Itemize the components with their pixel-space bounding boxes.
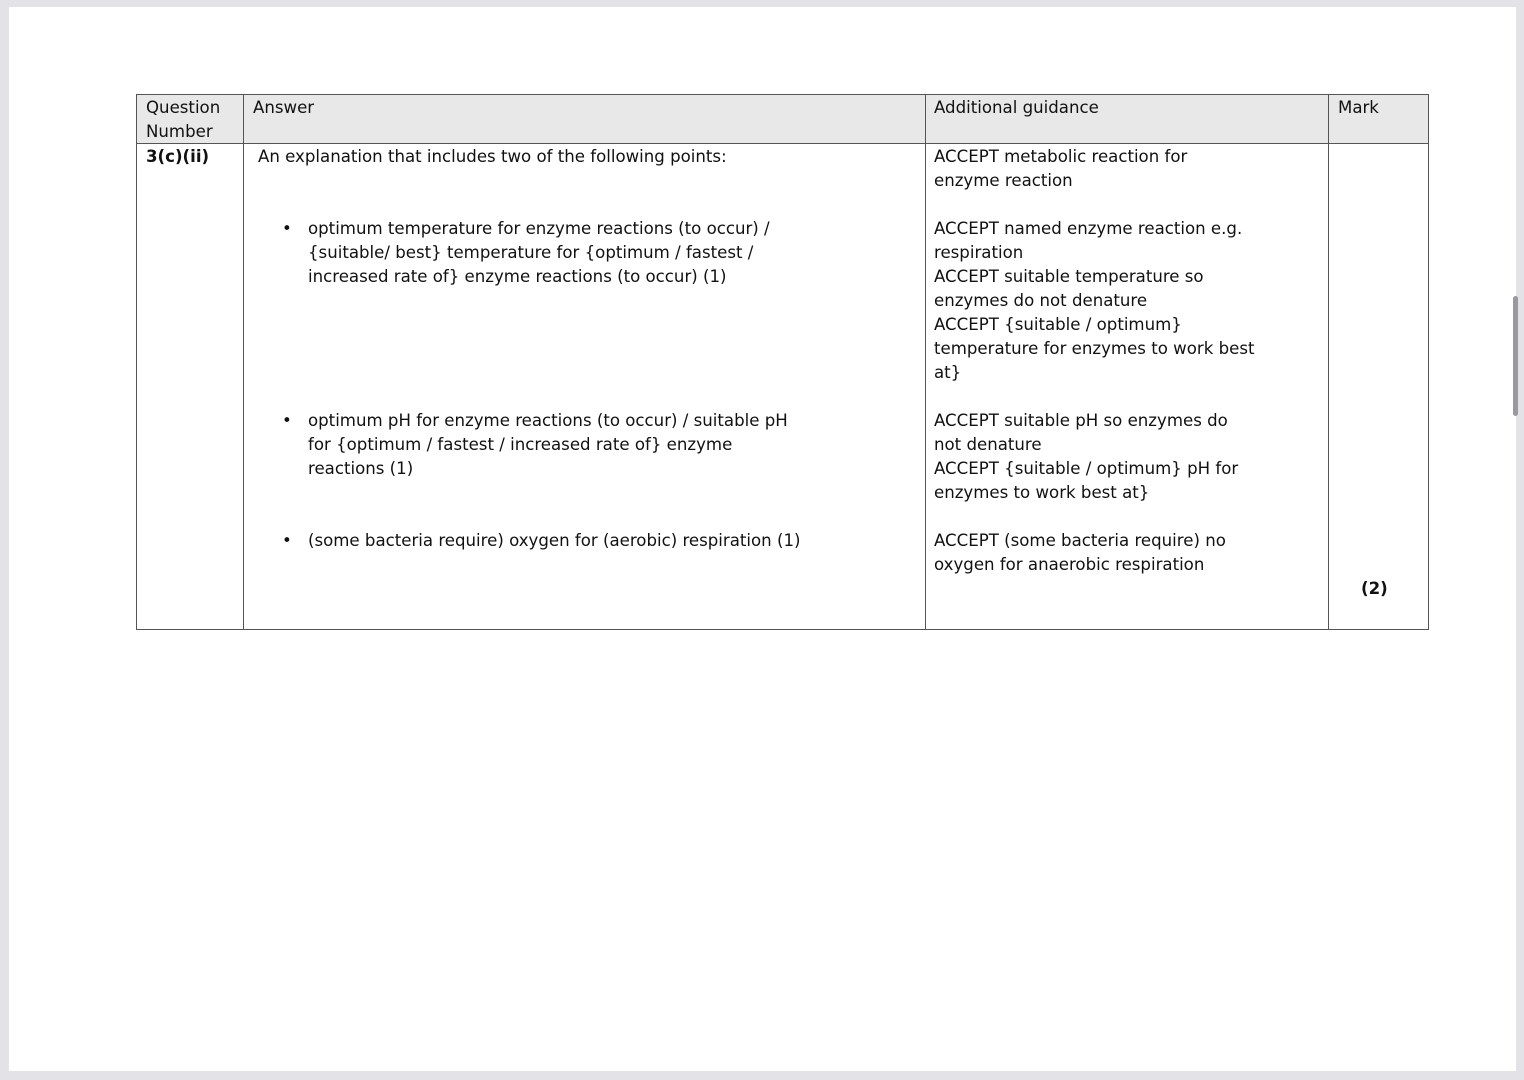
vertical-scrollbar[interactable] — [1513, 296, 1518, 416]
bullet-icon: • — [282, 531, 292, 550]
question-number: 3(c)(ii) — [146, 147, 210, 166]
table-header-row — [137, 95, 1428, 144]
bullet-icon: • — [282, 219, 292, 238]
answer-point: optimum pH for enzyme reactions (to occur) / suitable pH for {optimum / fastest / increased rate of} enzyme reactions (1) — [308, 411, 788, 478]
guidance-item: ACCEPT named enzyme reaction e.g. respiration ACCEPT suitable temperature so enzymes do not denature ACCEPT {suitable / optimum} temperature for enzymes to work best at} — [934, 219, 1255, 382]
mark-value: (2) — [1361, 579, 1388, 598]
header-mark: Mark — [1338, 98, 1379, 117]
guidance-item: ACCEPT (some bacteria require) no oxygen for anaerobic respiration — [934, 531, 1226, 574]
answer-point: (some bacteria require) oxygen for (aerobic) respiration (1) — [308, 531, 801, 550]
header-guidance: Additional guidance — [934, 98, 1099, 117]
bullet-icon: • — [282, 411, 292, 430]
header-answer: Answer — [253, 98, 315, 117]
guidance-item: ACCEPT metabolic reaction for enzyme reaction — [934, 147, 1188, 190]
answer-point: optimum temperature for enzyme reactions (to occur) / {suitable/ best} temperature for {optimum / fastest / increased rate of} enzyme reactions (to occur) (1) — [308, 219, 770, 286]
answer-intro: An explanation that includes two of the following points: — [258, 147, 727, 166]
guidance-item: ACCEPT suitable pH so enzymes do not denature ACCEPT {suitable / optimum} pH for enzymes to work best at} — [934, 411, 1239, 502]
header-question-number: Question Number — [146, 98, 221, 141]
